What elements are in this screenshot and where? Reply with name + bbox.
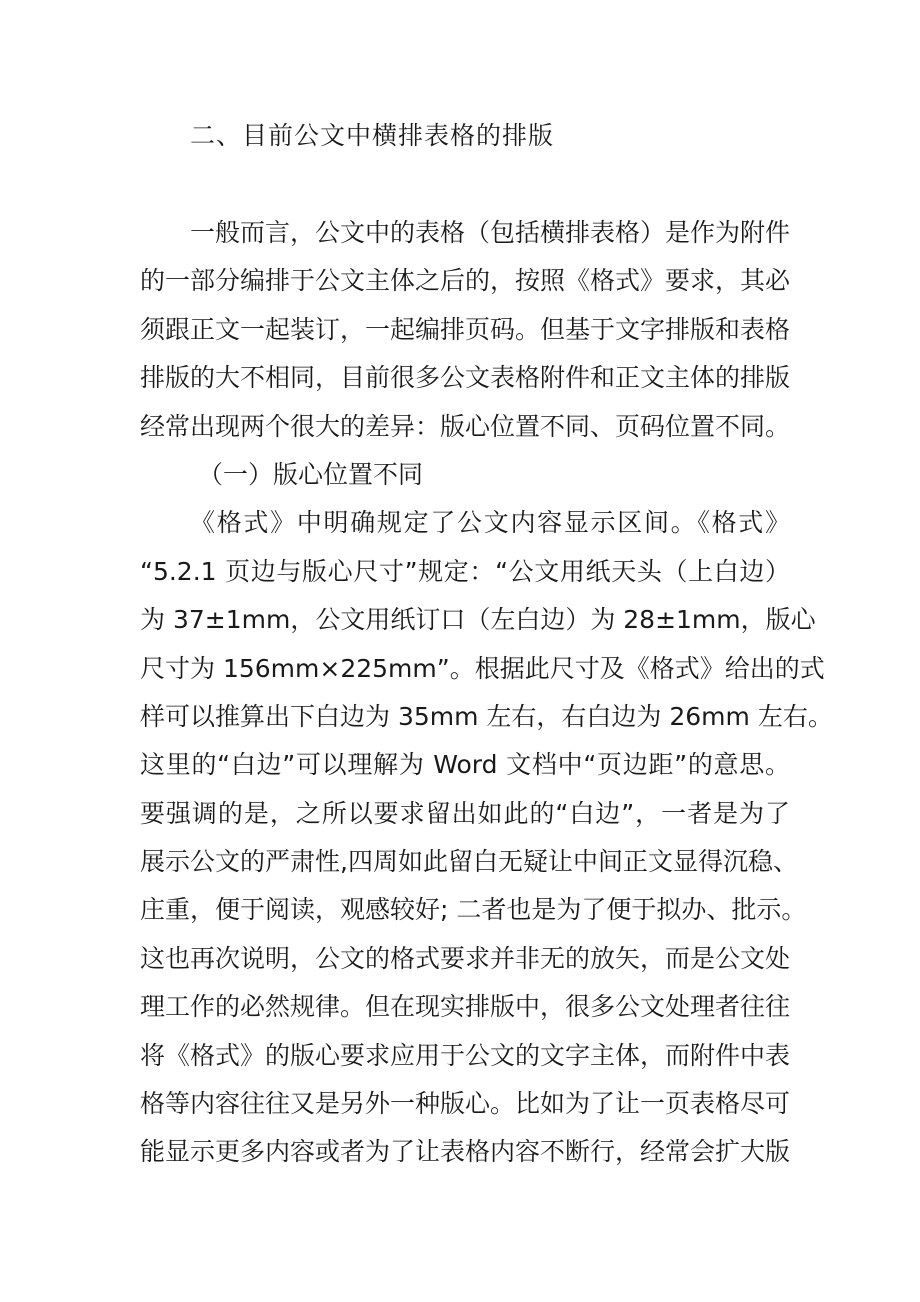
paragraph-line: 经常出现两个很大的差异：版心位置不同、页码位置不同。	[140, 411, 791, 441]
paragraph-line: 排版的大不相同，目前很多公文表格附件和正文主体的排版	[140, 363, 791, 393]
paragraph-line: 展示公文的严肃性,四周如此留白无疑让中间正文显得沉稳、	[140, 847, 798, 877]
paragraph-line: 这也再次说明，公文的格式要求并非无的放矢，而是公文处	[140, 943, 791, 973]
paragraph-line: 《格式》中明确规定了公文内容显示区间。《格式》	[190, 508, 790, 538]
paragraph-line: 样可以推算出下白边为 35mm 左右，右白边为 26mm 左右。	[140, 701, 833, 731]
paragraph-line: 要强调的是，之所以要求留出如此的“白边”，一者是为了	[140, 798, 790, 828]
subsection-heading: （一）版心位置不同	[198, 459, 424, 489]
paragraph-line: 这里的“白边”可以理解为 Word 文档中“页边距”的意思。	[140, 750, 790, 780]
paragraph-line: 须跟正文一起装订，一起编排页码。但基于文字排版和表格	[140, 314, 791, 344]
paragraph-line: 能显示更多内容或者为了让表格内容不断行，经常会扩大版	[140, 1137, 791, 1167]
body-text	[140, 216, 833, 1184]
paragraph-line: 庄重，便于阅读，观感较好; 二者也是为了便于拟办、批示。	[140, 895, 807, 925]
paragraph-line: “5.2.1 页边与版心尺寸”规定：“公文用纸天头（上白边）	[140, 556, 790, 586]
paragraph-line: 将《格式》的版心要求应用于公文的文字主体，而附件中表	[140, 1040, 791, 1070]
paragraph-line: 一般而言，公文中的表格（包括横排表格）是作为附件	[190, 218, 791, 247]
paragraph-line: 格等内容往往又是另外一种版心。比如为了让一页表格尽可	[140, 1089, 791, 1119]
paragraph-line: 的一部分编排于公文主体之后的，按照《格式》要求，其必	[140, 266, 791, 296]
section-heading: 二、目前公文中横排表格的排版	[190, 121, 555, 150]
paragraph-line: 理工作的必然规律。但在现实排版中，很多公文处理者往往	[140, 992, 791, 1022]
paragraph-line: 为 37±1mm，公文用纸订口（左白边）为 28±1mm，版心	[140, 605, 816, 635]
paragraph-line: 尺寸为 156mm×225mm”。根据此尺寸及《格式》给出的式	[140, 653, 825, 683]
